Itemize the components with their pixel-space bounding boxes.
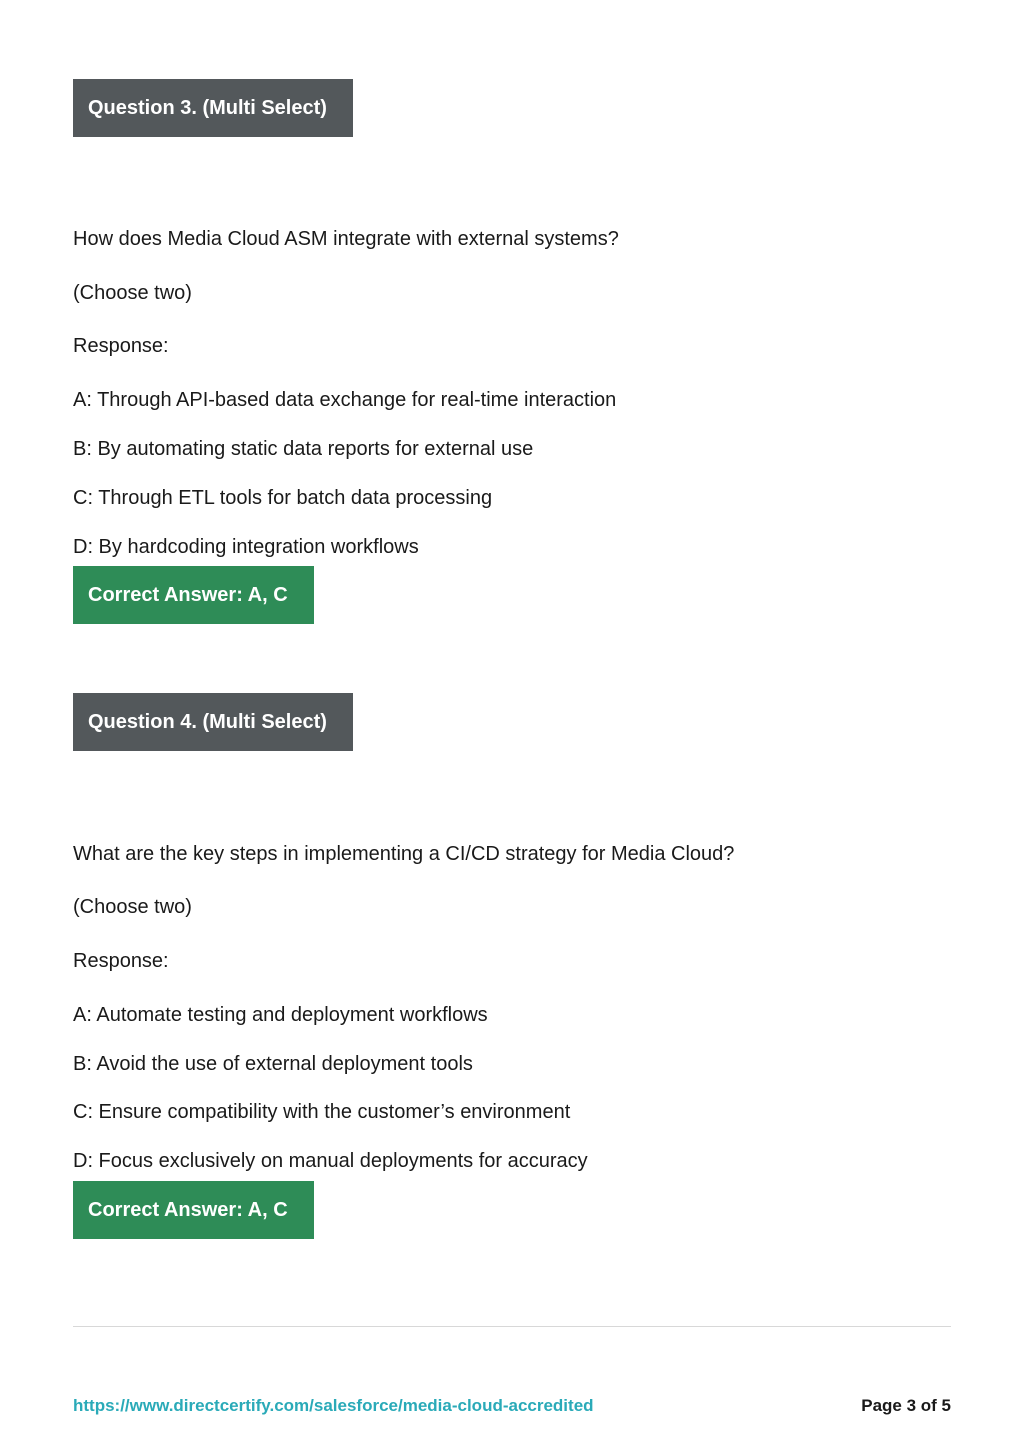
question-4-text: What are the key steps in implementing a CI/CD strategy for Media Cloud?: [73, 843, 735, 865]
question-4-instruction: (Choose two): [73, 896, 192, 918]
question-3-option-d: D: By hardcoding integration workflows: [73, 536, 419, 558]
page-number: Page 3 of 5: [861, 1396, 951, 1415]
question-3-response-label: Response:: [73, 335, 169, 357]
question-3-option-b: B: By automating static data reports for external use: [73, 438, 534, 460]
question-4-option-d: D: Focus exclusively on manual deployments for accuracy: [73, 1150, 588, 1172]
question-4-option-c: C: Ensure compatibility with the customer’s environment: [73, 1101, 571, 1123]
question-4-response-label: Response:: [73, 950, 169, 972]
question-3-instruction: (Choose two): [73, 282, 192, 304]
question-3-text: How does Media Cloud ASM integrate with external systems?: [73, 228, 619, 250]
question-4-correct-answer: Correct Answer: A, C: [73, 1181, 314, 1239]
question-3-option-c: C: Through ETL tools for batch data processing: [73, 487, 493, 509]
question-3-header: Question 3. (Multi Select): [73, 79, 353, 137]
question-4-option-b: B: Avoid the use of external deployment tools: [73, 1053, 473, 1075]
question-3-correct-answer: Correct Answer: A, C: [73, 566, 314, 624]
footer-url-link[interactable]: https://www.directcertify.com/salesforce/media-cloud-accredited: [73, 1396, 594, 1415]
question-4-header: Question 4. (Multi Select): [73, 693, 353, 751]
question-4-option-a: A: Automate testing and deployment workflows: [73, 1004, 488, 1026]
footer-divider: [73, 1326, 951, 1327]
question-3-option-a: A: Through API-based data exchange for real-time interaction: [73, 389, 617, 411]
